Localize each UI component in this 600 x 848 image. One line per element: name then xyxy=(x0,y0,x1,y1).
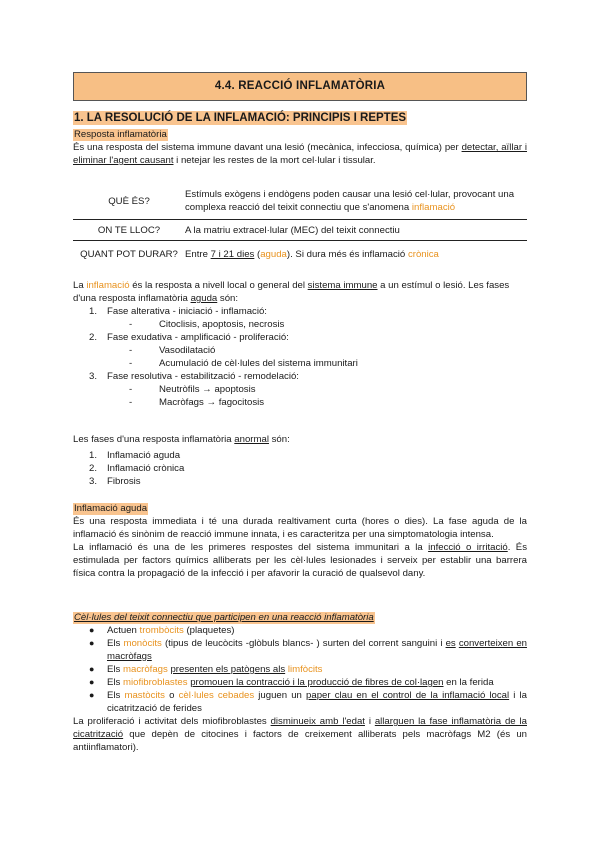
list-item: ● Els macròfags presenten els patògens als limfòcits xyxy=(89,664,323,675)
list-item: 1. Fase alterativa - iniciació - inflamació: xyxy=(89,306,267,317)
list-item: - Citoclisis, apoptosis, necrosis xyxy=(129,319,285,330)
list-item: 3. Fase resolutiva - estabilització - remodelació: xyxy=(89,371,299,382)
table-value: Entre 7 i 21 dies (aguda). Si dura més és inflamació crònica xyxy=(185,248,439,260)
table-key: QUANT POT DURAR? xyxy=(80,248,178,260)
list-item: - Neutròfils → apoptosis xyxy=(129,384,256,395)
intro-paragraph: La inflamació és la resposta a nivell local o general del sistema immune a un estímul o lesió. Les fases d'una resposta inflamatòria aguda són: xyxy=(73,280,510,304)
abnormal-intro: Les fases d'una resposta inflamatòria anormal són: xyxy=(73,434,290,445)
list-item: 3. Fibrosis xyxy=(89,476,141,487)
cells-paragraph: La proliferació i activitat dels miofibroblastes disminueix amb l'edat i allarguen la fase inflamatòria de la cicatrització que depèn de citocines i factors de creixement alliberats pels macròfags M2 (és un antiinflamatori). xyxy=(73,716,527,753)
aguda-section xyxy=(73,502,527,580)
resposta-paragraph: És una resposta del sistema immune davant una lesió (mecànica, infecciosa, química) per detectar, aïllar i eliminar l'agent causant i netejar les restes de la mort cel·lular i tissular. xyxy=(73,142,528,166)
phases-section xyxy=(73,279,527,409)
table-key: ON TE LLOC? xyxy=(73,220,185,241)
resposta-section xyxy=(73,128,527,167)
list-item: - Vasodilatació xyxy=(129,345,216,356)
list-item: ● Actuen trombòcits (plaquetes) xyxy=(89,625,235,636)
table-row xyxy=(73,183,527,220)
list-item: ● Els miofibroblastes promouen la contracció i la producció de fibres de col·lagen en la ferida xyxy=(89,677,494,688)
cells-heading: Cèl·lules del teixit connectiu que participen en una reacció inflamatòria xyxy=(74,612,374,623)
chapter-title: 4.4. REACCIÓ INFLAMATÒRIA xyxy=(73,72,527,101)
aguda-paragraph-1: És una resposta immediata i té una durada realtivament curta (hores o dies). La fase aguda de la inflamació és sinònim de reacció immune innata, i es caracteritza per una simptomatologia intensa. xyxy=(73,516,527,540)
table-key: QUÈ ÉS? xyxy=(73,183,185,220)
section-title: 1. LA RESOLUCIÓ DE LA INFLAMACIÓ: PRINCIPIS I REPTES xyxy=(74,112,407,124)
aguda-heading: Inflamació aguda xyxy=(74,503,148,514)
list-item: ● Els monòcits (tipus de leucòcits -glòbuls blancs- ) surten del corrent sanguini i es converteixen en macròfags xyxy=(89,638,528,662)
list-item: - Acumulació de cèl·lules del sistema immunitari xyxy=(129,358,358,369)
list-item: - Macròfags → fagocitosis xyxy=(129,397,265,408)
abnormal-section xyxy=(73,433,527,488)
cells-section xyxy=(73,611,527,754)
definition-table xyxy=(73,183,527,267)
list-item: 2. Fase exudativa - amplificació - proliferació: xyxy=(89,332,289,343)
resposta-heading: Resposta inflamatòria xyxy=(74,129,167,140)
table-row xyxy=(73,220,527,241)
table-value: Estímuls exògens i endògens poden causar una lesió cel·lular, provocant una complexa reacció del teixit connectiu que s'anomena inflamació xyxy=(185,183,527,220)
list-item: ● Els mastòcits o cèl·lules cebades juguen un paper clau en el control de la inflamació local i la cicatrització de ferides xyxy=(89,690,527,714)
list-item: 1. Inflamació aguda xyxy=(89,450,181,461)
list-item: 2. Inflamació crònica xyxy=(89,463,185,474)
phase-list xyxy=(73,305,527,409)
table-row xyxy=(73,241,527,268)
aguda-paragraph-2: La inflamació és una de les primeres respostes del sistema immunitari a la infecció o irritació. És estimulada per factors químics alliberats per les cèl·lules lesionades i serveix per establir una barrera física contra la propagació de la infecció i per afavorir la curació de qualsevol dany. xyxy=(73,542,527,579)
table-value: A la matriu extracel·lular (MEC) del teixit connectiu xyxy=(185,220,527,241)
